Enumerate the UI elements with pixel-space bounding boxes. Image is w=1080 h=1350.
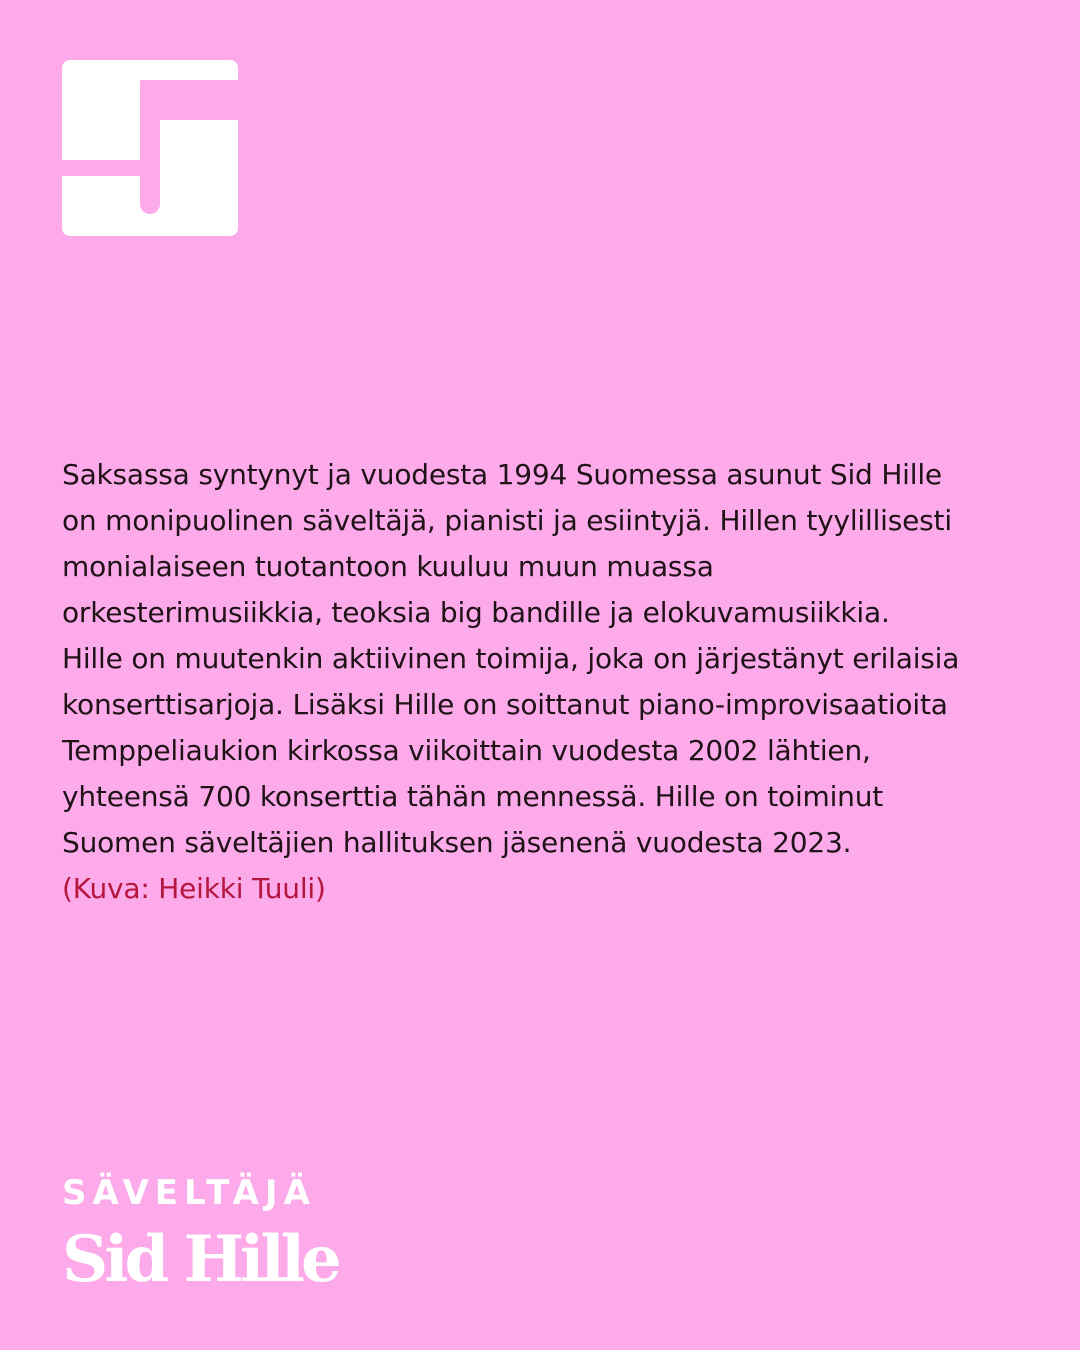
biography-text: Saksassa syntynyt ja vuodesta 1994 Suomessa asunut Sid Hille on monipuolinen säveltäjä, pianisti ja esiintyjä. Hillen tyylillisesti monialaiseen tuotantoon kuuluu muun muassa orkesterimusiikkia, teoksia big bandille ja elokuvamusiikkia. Hille on muutenkin aktiivinen toimija, joka on järjestänyt erilaisia konserttisarjoja. Lisäksi Hille on soittanut piano-improvisaatioita Temppeliaukion kirkossa viikoittain vuodesta 2002 lähtien, yhteensä 700 konserttia tähän mennessä. Hille on toiminut Suomen säveltäjien hallituksen jäsenenä vuodesta 2023. [62,458,960,859]
biography [62,452,1042,912]
photo-credit: (Kuva: Heikki Tuuli) [62,872,326,905]
role-label: SÄVELTÄJÄ [62,1173,316,1213]
s-logo-icon [62,60,238,236]
composer-name: Sid Hille [62,1222,338,1297]
